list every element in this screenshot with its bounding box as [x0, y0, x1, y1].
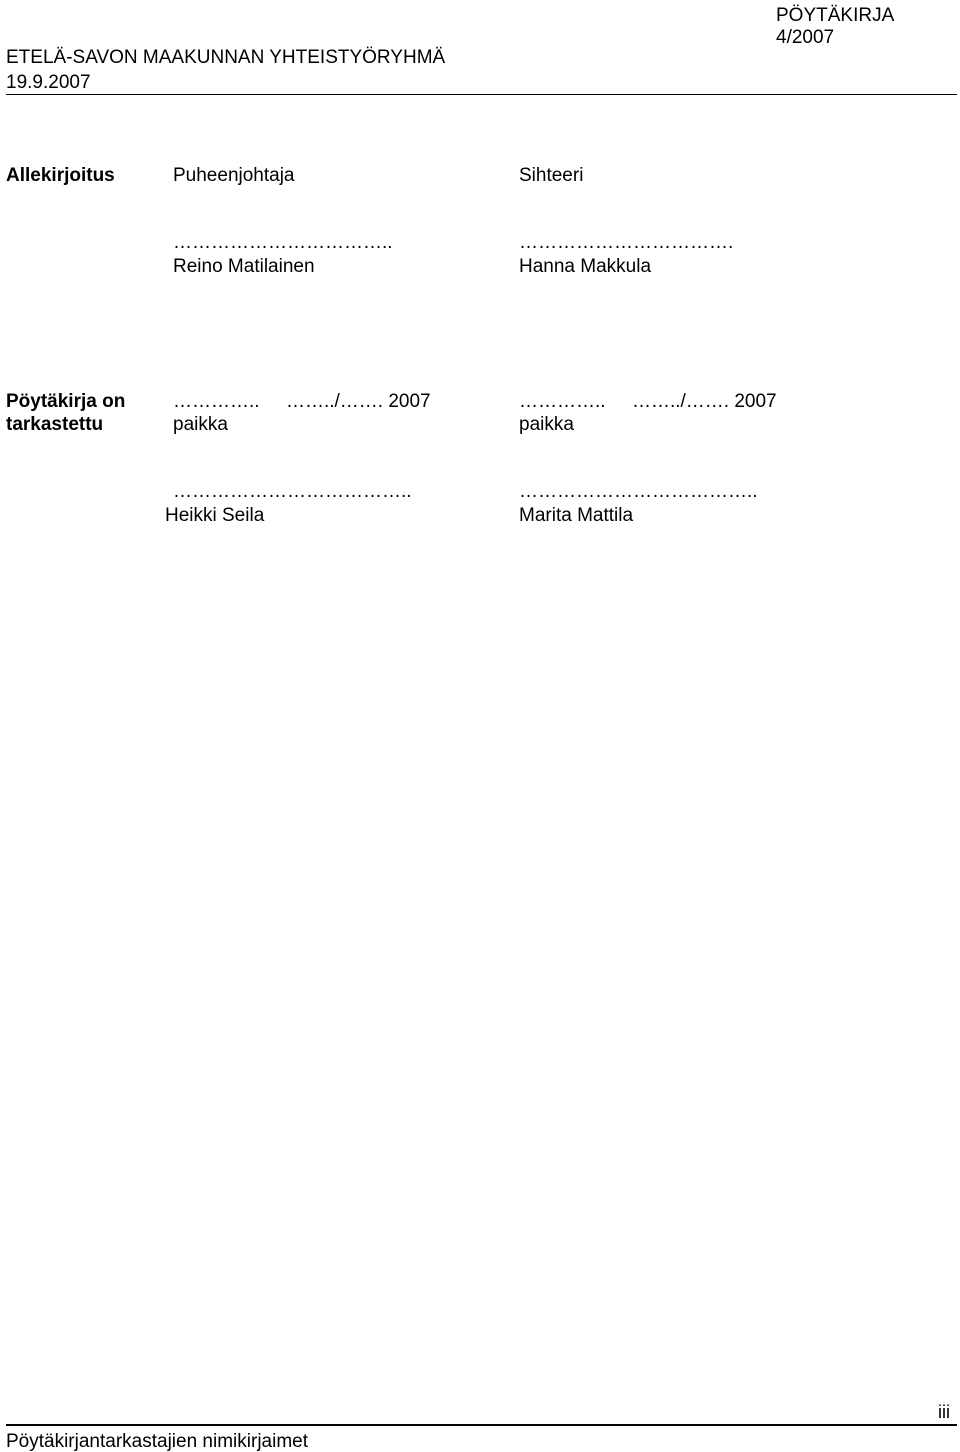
reviewer-left-signature-line: ………………………………..	[173, 481, 412, 502]
footer-rule	[6, 1424, 957, 1426]
organization-name: ETELÄ-SAVON MAAKUNNAN YHTEISTYÖRYHMÄ	[6, 47, 446, 68]
reviewer-right-place-label: paikka	[519, 414, 574, 435]
header-rule	[6, 94, 957, 95]
reviewer-right-date-line: ………….. ……../……. 2007	[519, 391, 777, 412]
reviewer-left-date-line: ………….. ……../……. 2007	[173, 391, 431, 412]
document-number: 4/2007	[776, 27, 835, 48]
secretary-role: Sihteeri	[519, 165, 584, 186]
footer-label: Pöytäkirjantarkastajien nimikirjaimet	[6, 1431, 308, 1452]
page-number: iii	[938, 1402, 950, 1422]
review-label-line1: Pöytäkirja on	[6, 391, 126, 412]
reviewer-left-place-label: paikka	[173, 414, 228, 435]
chair-role: Puheenjohtaja	[173, 165, 295, 186]
chair-signature-line: ……………………………..	[173, 232, 393, 253]
meeting-date: 19.9.2007	[6, 72, 91, 93]
secretary-name: Hanna Makkula	[519, 256, 652, 277]
secretary-signature-line: …………………………….	[519, 232, 734, 253]
footer-initials-box-line	[922, 1424, 957, 1425]
signature-label: Allekirjoitus	[6, 165, 115, 186]
document-type: PÖYTÄKIRJA	[776, 5, 895, 26]
review-label-line2: tarkastettu	[6, 414, 104, 435]
reviewer-right-name: Marita Mattila	[519, 505, 634, 526]
reviewer-right-signature-line: ………………………………..	[519, 481, 758, 502]
reviewer-left-name: Heikki Seila	[165, 505, 265, 526]
chair-name: Reino Matilainen	[173, 256, 315, 277]
